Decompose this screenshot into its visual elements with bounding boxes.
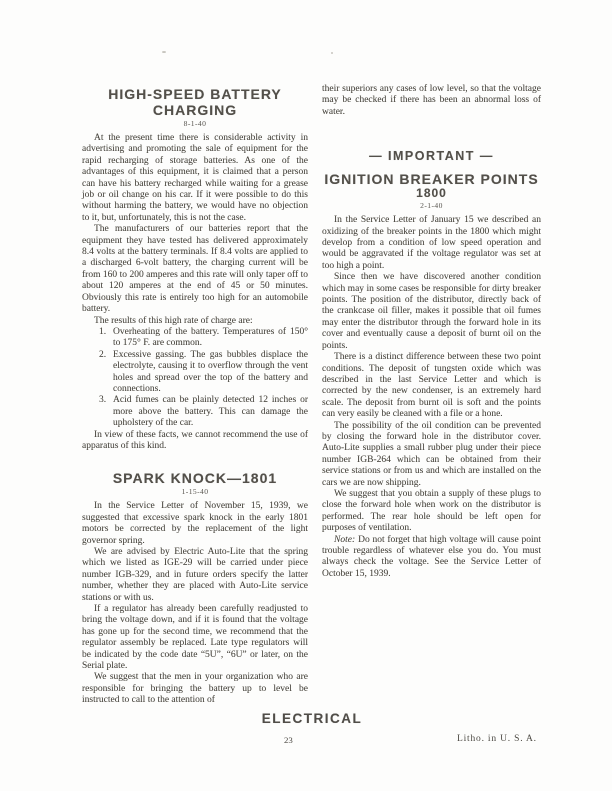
spark-knock-paragraph-4-continued: their superiors any cases of low level, so that the voltage may be checked if there has been an abnormal loss of water. [322,84,541,117]
list-item-text: Overheating of the battery. Temperatures of 150° to 175° F. are common. [113,326,308,349]
article-battery-charging [82,86,308,452]
breaker-points-note [322,535,541,581]
battery-paragraph-3: In view of these facts, we cannot recommend the use of apparatus of this kind. [82,429,308,451]
list-item-text: Excessive gassing. The gas bubbles displace the electrolyte, causing it to overflow through the vent holes and spread over the top of the battery and connections. [113,349,308,394]
scan-speck [162,51,166,53]
spark-knock-date: 1-15-40 [181,487,209,497]
breaker-points-paragraph-1: In the Service Letter of January 15 we described an oxidizing of the breaker points in the 1800 which might develop from a condition of low speed operation and would be aggravated if the voltage regulator was set at too high a point. [322,215,541,271]
breaker-points-paragraph-2: Since then we have discovered another condition which may in some cases be responsible for dirty breaker points. The position of the distributor, directly back of the crankcase oil filler, makes it possible that oil fumes may enter the distributor through the forward hole in its cover and eventually cause a deposit of burnt oil on the points. [322,272,541,351]
breaker-points-paragraph-5: We suggest that you obtain a supply of these plugs to close the forward hole when work on the distributor is performed. The rear hole should be left open for purposes of ventilation. [322,488,541,534]
note-label: Note: [334,534,356,545]
list-number: 2. [99,349,107,360]
list-item-text: Acid fumes can be plainly detected 12 inches or more above the battery. This can damage the upholstery of the car. [113,395,308,429]
spark-knock-paragraph-2: We are advised by Electric Auto-Lite that the spring which we listed as IGE-29 will be carried under piece number IGB-329, and in future orders specify the latter number, whether they are placed with Auto-Lite service stations or with us. [82,547,308,603]
breaker-points-paragraph-3: There is a distinct difference between these two point conditions. The deposit of tungsten oxide which was described in the last Service Letter and which is corrected by the new condenser, is an extremely hard scale. The deposit from burnt oil is soft and the points can very easily be cleaned with a file or a hone. [322,352,541,420]
breaker-points-date: 2-1-40 [420,201,443,211]
battery-title-line1: HIGH-SPEED BATTERY [108,86,282,102]
battery-list-item [82,327,308,350]
battery-list-intro: The results of this high rate of charge are: [94,315,253,326]
spark-knock-paragraph-1: In the Service Letter of November 15, 1939, we suggested that excessive spark knock in the early 1801 motors be corrected by the replacement of the light governor spring. [82,501,308,546]
spark-knock-paragraph-3: If a regulator has already been carefully readjusted to bring the voltage down, and if it is found that the voltage has gone up for the second time, we recommend that the regulator assembly be replaced. Late type regulators will be indicated by the code date “5U”, “6U” or later, on the Serial plate. [82,604,308,672]
list-number: 3. [99,395,107,406]
breaker-points-model: 1800 [416,186,447,201]
page-number: 23 [284,735,293,745]
note-text: Do not forget that high voltage will cause point trouble regardless of whatever else you do. You must always check the voltage. See the Service Letter of October 15, 1939. [322,534,541,579]
spark-knock-paragraph-4: We suggest that the men in your organization who are responsible for bringing the battery up to level be instructed to call to the attention of [82,672,308,706]
scan-speck [331,52,333,54]
battery-title-line2: CHARGING [152,102,238,118]
right-column [322,84,541,580]
article-spark-knock [82,470,308,706]
left-column [82,86,308,707]
footer-section-label: ELECTRICAL [261,711,363,726]
list-number: 1. [99,326,107,337]
breaker-points-paragraph-4: The possibility of the oil condition can be prevented by closing the forward hole in the distributor cover. Auto-Lite supplies a small rubber plug under their piece number IGB-264 which can be obtained from their service stations or from us and which are installed on the cars we are now shipping. [322,420,541,488]
important-label: — IMPORTANT — [369,149,494,164]
battery-list-item [82,350,308,396]
battery-list-item [82,395,308,429]
battery-paragraph-2: The manufacturers of our batteries report that the equipment they have tested has delivered approximately 8.4 volts at the battery terminals. If 8.4 volts are applied to a discharged 6-volt battery, the charging current will be from 160 to 200 amperes and this rate will only taper off to about 120 amperes at the end of 45 or 50 minutes. Obviously this rate is entirely too high for an automobile battery. [82,224,308,315]
spark-knock-title: SPARK KNOCK—1801 [112,470,278,487]
breaker-points-title: IGNITION BREAKER POINTS [324,171,539,188]
article-breaker-points [322,148,541,580]
battery-paragraph-1: At the present time there is considerable activity in advertising and promoting the sale of equipment for the rapid recharging of storage batteries. As one of the advantages of this equipment, it is claimed that a person can have his battery recharged while waiting for a grease job or oil change on his car. If it were possible to do this without harming the battery, we would have no objection to it, but, unfortunately, this is not the case. [82,133,308,223]
litho-credit: Litho. in U. S. A. [457,734,537,744]
battery-date: 8-1-40 [183,119,207,128]
